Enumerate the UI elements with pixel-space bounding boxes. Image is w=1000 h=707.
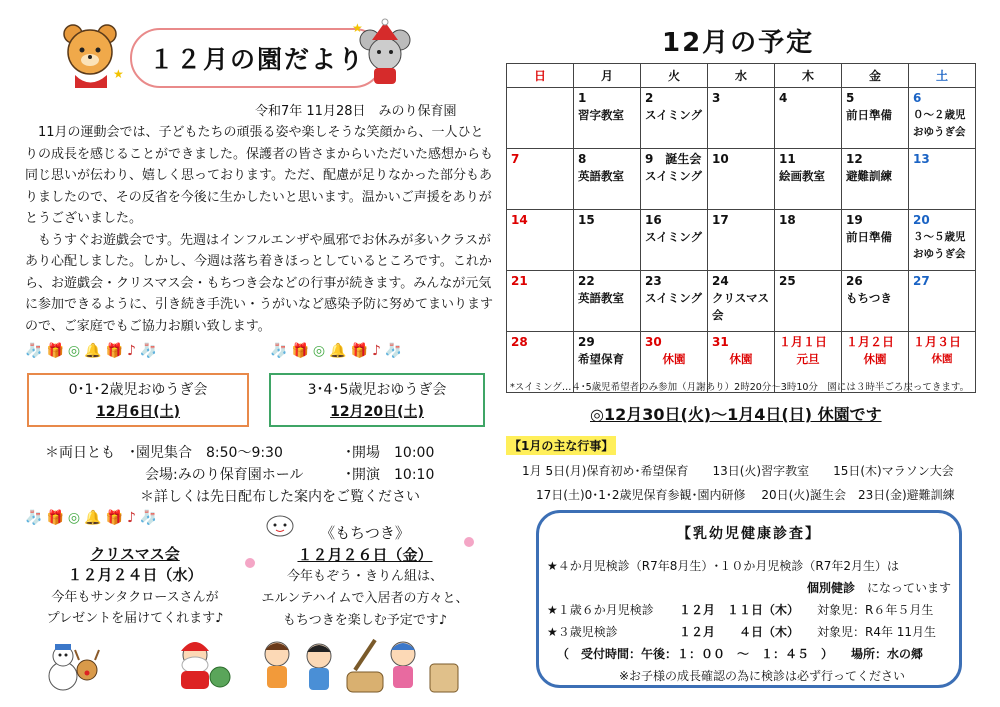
health-individual-checkup: 個別健診 (807, 581, 856, 595)
day-event: スイミング (645, 230, 703, 244)
calendar-day-cell (708, 271, 775, 332)
weekday-header: 金 (842, 64, 909, 88)
day-event: 休園 (931, 353, 953, 365)
calendar-week-row (507, 271, 976, 332)
calendar-day-cell (842, 88, 909, 149)
health-footnote: ※お子様の成長確認の為に検診は必ず行ってください (619, 669, 906, 683)
day-event: 英語教室 (578, 169, 624, 183)
newsletter-title: １２月の園だより (130, 28, 384, 88)
day-event: もちつき (846, 291, 892, 305)
recital-box-young (27, 373, 249, 427)
calendar-day-cell (775, 88, 842, 149)
day-event: 絵画教室 (779, 169, 825, 183)
calendar-day-cell (574, 149, 641, 210)
health-line-3-target: 対象児：R６年５月生 (817, 603, 934, 617)
mochitsuki-date: １２月２６日（金） (297, 546, 433, 564)
day-number: 20 (913, 213, 930, 227)
calendar-day-cell (909, 271, 976, 332)
day-number: 15 (578, 213, 595, 227)
day-event: 避難訓練 (846, 169, 892, 183)
health-line-1: ★４か月児検診（R7年8月生）･１０か月児検診（R7年2月生）は (547, 559, 899, 573)
svg-text:★: ★ (352, 21, 363, 35)
paragraph-2: もうすぐお遊戯会です。先週はインフルエンザや風邪でお休みが多いクラスがあり心配しました。しかし、今週は落ち着きほっとしているところです。これから、お遊戯会・クリスマス会・もちつき会などの行事が続きます。みんなが元気に参加できるように、引き続き手洗い・うがいなど感染予防に努めてまいりますので、ご家庭でもご協力お願い致します。 (25, 232, 494, 334)
snowman-illustration (45, 640, 100, 695)
day-number: 12 (846, 152, 863, 166)
day-number: 28 (511, 335, 528, 349)
day-number: 30 (645, 335, 662, 349)
day-event: 休園 (863, 352, 887, 366)
day-number: 24 (712, 274, 729, 288)
day-number: 11 (779, 152, 796, 166)
calendar-day-cell (641, 271, 708, 332)
day-number: 14 (511, 213, 528, 227)
calendar-week-row (507, 149, 976, 210)
day-number: 31 (712, 335, 729, 349)
day-event: スイミング (645, 169, 703, 183)
mochitsuki-text-2: エルンテハイムで入居者の方々と、 (261, 591, 469, 606)
flower-icon (462, 535, 476, 549)
christmas-date: １２月２４日（水） (67, 566, 203, 584)
swimming-note: *スイミング…４･5歳児希望者のみ参加（月謝あり）2時20分～3時10分 園には３時半ごろ戻ってきます。 (510, 382, 970, 393)
calendar-day-cell (708, 210, 775, 271)
calendar-day-cell (574, 88, 641, 149)
day-event: 習字教室 (578, 108, 624, 122)
day-event: おゆうぎ会 (913, 126, 966, 138)
day-number: １月３日 (913, 335, 962, 349)
january-events-line-2: 17日(土)0･1･2歳児保育参観･園内研修 20日(火)誕生会 23日(金)避難訓練 (536, 488, 955, 502)
day-number: 21 (511, 274, 528, 288)
christmas-text-2: プレゼントを届けてくれます♪ (46, 611, 224, 626)
recital-title: 0･1･2歳児おゆうぎ会 (68, 382, 208, 398)
mouse-illustration (350, 18, 420, 88)
calendar-day-cell (574, 210, 641, 271)
december-calendar (506, 63, 976, 393)
weekday-header: 木 (775, 64, 842, 88)
flower-icon (243, 556, 257, 570)
day-number: １月１日 (779, 335, 828, 349)
day-number: 9 誕生会 (645, 152, 702, 166)
calendar-day-cell (909, 88, 976, 149)
health-reception-time: （ 受付時間：午後：１：００ ～ １：４５ ） 場所：水の郷 (557, 647, 924, 661)
day-event: スイミング (645, 291, 703, 305)
day-event: 元旦 (796, 352, 820, 366)
mochitsuki-title: 《もちつき》 (320, 524, 410, 542)
day-event: スイミング (645, 108, 703, 122)
day-event: 英語教室 (578, 291, 624, 305)
christmas-text-1: 今年もサンタクロースさんが (51, 590, 219, 605)
santa-illustration (165, 633, 235, 693)
day-number: 17 (712, 213, 729, 227)
day-number: 5 (846, 91, 855, 105)
calendar-day-cell (708, 88, 775, 149)
day-number: 27 (913, 274, 930, 288)
health-line-3-date: １２月 １１日（木） (679, 603, 800, 617)
day-number: 8 (578, 152, 587, 166)
calendar-week-row (507, 88, 976, 149)
calendar-day-cell (909, 149, 976, 210)
calendar-day-cell (641, 149, 708, 210)
day-event: 希望保育 (578, 352, 624, 366)
day-number: 7 (511, 152, 520, 166)
bear-illustration (55, 20, 130, 95)
day-number: 18 (779, 213, 796, 227)
day-event: 前日準備 (846, 230, 892, 244)
recital-date: 12月6日(土) (95, 404, 181, 420)
calendar-day-cell (708, 149, 775, 210)
health-line-4-date: １２月 ４日（木） (679, 625, 800, 639)
recital-box-older (269, 373, 485, 427)
health-line-2: になっています (867, 581, 952, 595)
calendar-day-cell (842, 271, 909, 332)
day-number: 1 (578, 91, 587, 105)
recital-info-line2b: ･開演 10:10 (345, 467, 435, 483)
calendar-header-row (507, 64, 976, 88)
calendar-day-cell (909, 210, 976, 271)
recital-date: 12月20日(土) (330, 404, 424, 420)
christmas-decoration-row: 🧦🎁◎🔔🎁♪🧦 (25, 343, 162, 359)
day-number: １月２日 (846, 335, 895, 349)
christmas-title: クリスマス会 (90, 545, 180, 563)
day-event: 前日準備 (846, 108, 892, 122)
january-events-heading: 【1月の主な行事】 (506, 436, 616, 455)
calendar-day-cell (507, 210, 574, 271)
day-event: 休園 (729, 352, 753, 366)
calendar-day-cell (641, 88, 708, 149)
children-mochitsuki-illustration (255, 636, 465, 696)
recital-info-line1b: ･開場 10:00 (345, 445, 435, 461)
day-number: 6 (913, 91, 922, 105)
mochitsuki-text-3: もちつきを楽しむ予定です♪ (282, 613, 448, 628)
calendar-day-cell (507, 271, 574, 332)
day-event: ０～２歳児 (913, 109, 966, 121)
day-number: 4 (779, 91, 788, 105)
health-line-4-target: 対象児：R4年 11月生 (817, 625, 937, 639)
day-number: 16 (645, 213, 662, 227)
closure-notice: ◎12月30日(火)～1月4日(日) 休園です (590, 405, 882, 424)
day-number: 3 (712, 91, 721, 105)
day-number: 19 (846, 213, 863, 227)
weekday-header: 水 (708, 64, 775, 88)
day-number: 26 (846, 274, 863, 288)
weekday-header: 火 (641, 64, 708, 88)
day-number: 25 (779, 274, 796, 288)
issue-date: 令和7年 11月28日 みのり保育園 (255, 104, 457, 119)
calendar-day-cell (842, 210, 909, 271)
health-line-4-label: ★３歳児検診 (547, 625, 618, 639)
january-events-line-1: 1月 5日(月)保育初め･希望保育 13日(火)習字教室 15日(木)マラソン大会 (522, 464, 954, 478)
calendar-day-cell (507, 88, 574, 149)
calendar-day-cell (775, 271, 842, 332)
greeting-text (25, 122, 495, 337)
calendar-day-cell (641, 210, 708, 271)
calendar-day-cell (842, 149, 909, 210)
calendar-day-cell (775, 210, 842, 271)
svg-text:★: ★ (113, 67, 124, 81)
day-number: 22 (578, 274, 595, 288)
day-event: ３～５歳児 (913, 231, 966, 243)
day-event: おゆうぎ会 (913, 248, 966, 260)
day-event: クリスマス会 (712, 291, 770, 322)
recital-info-line1a: ＊両日とも ･園児集合 8:50～9:30 (45, 445, 283, 461)
day-number: 23 (645, 274, 662, 288)
day-number: 29 (578, 335, 595, 349)
health-checkup-box (536, 510, 962, 688)
weekday-header: 日 (507, 64, 574, 88)
calendar-day-cell (574, 271, 641, 332)
calendar-week-row (507, 210, 976, 271)
day-number: 2 (645, 91, 654, 105)
mochitsuki-text-1: 今年もぞう・きりん組は、 (286, 569, 443, 584)
paragraph-1: 11月の運動会では、子どもたちの頑張る姿や楽しそうな笑顔から、一人ひとりの成長を感じることができました。保護者の皆さまからいただいた感想からも同じ思いが伝わり、嬉しく思っております。ただ、配慮が足りなかった部分もありましたので、その反省を今後に生かしたいと思います。温かいご声援をありがとうございました。 (25, 125, 494, 226)
christmas-decoration-row: 🧦🎁◎🔔🎁♪🧦 (270, 343, 407, 359)
weekday-header: 土 (909, 64, 976, 88)
schedule-title: 12月の予定 (662, 28, 815, 58)
day-number: 10 (712, 152, 729, 166)
calendar-day-cell (507, 149, 574, 210)
recital-info-line2a: 会場:みのり保育園ホール (145, 467, 304, 483)
recital-info-note: ＊詳しくは先日配布した案内をご覧ください (140, 489, 420, 505)
christmas-decoration-row: 🧦🎁◎🔔🎁♪🧦 (25, 510, 162, 526)
recital-title: 3･4･5歳児おゆうぎ会 (307, 382, 447, 398)
health-title: 【乳幼児健康診査】 (677, 526, 821, 542)
day-event: 休園 (662, 352, 686, 366)
weekday-header: 月 (574, 64, 641, 88)
health-line-3-label: ★１歳６か月児検診 (547, 603, 654, 617)
day-number: 13 (913, 152, 930, 166)
calendar-day-cell (775, 149, 842, 210)
